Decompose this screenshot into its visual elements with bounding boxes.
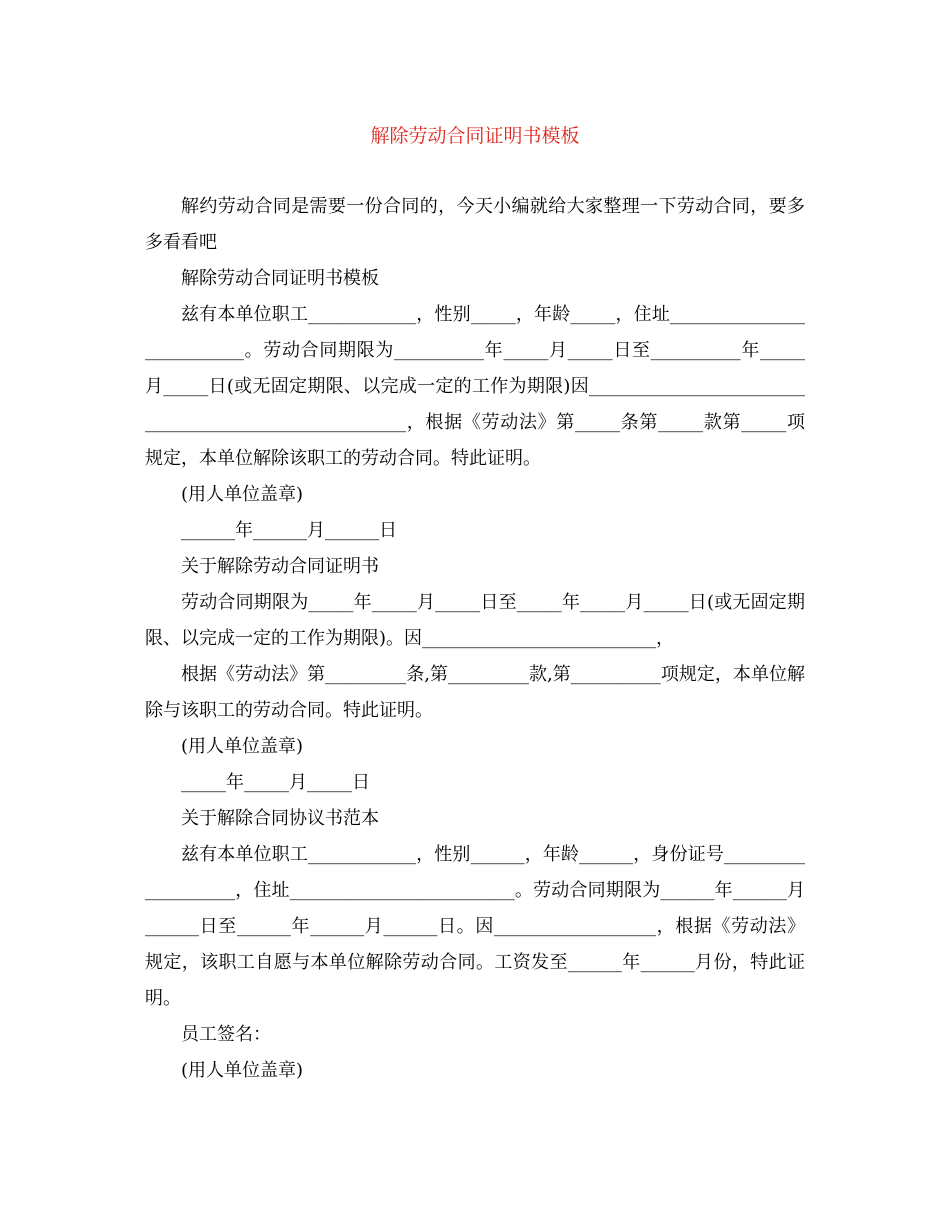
document-title: 解除劳动合同证明书模板	[370, 125, 580, 147]
section-heading-certificate: 关于解除劳动合同证明书	[181, 556, 379, 577]
certificate-law-paragraph: 根据《劳动法》第_________条,第_________款,第__________项规定，本单位解除与该职工的劳动合同。特此证明。	[145, 664, 805, 721]
section-heading-template: 解除劳动合同证明书模板	[181, 268, 379, 289]
date-line: _____年_____月_____日	[181, 772, 370, 793]
section-heading-agreement: 关于解除合同协议书范本	[181, 808, 379, 829]
date-line: ______年______月______日	[181, 520, 397, 541]
document-body	[145, 189, 805, 1089]
agreement-body-paragraph: 兹有本单位职工____________，性别______，年龄______，身份证号___________________，住址_________________________。劳动合同期限为______年______月______日至______年______月______日。因__________________，根据《劳动法》规定，该职工自愿与本单位解除劳动合同。工资发至______年______月份，特此证明。	[145, 844, 805, 1009]
employee-signature-line: 员工签名：	[181, 1024, 271, 1045]
employer-seal-line: (用人单位盖章)	[181, 1060, 304, 1081]
template-body-paragraph: 兹有本单位职工____________，性别_____，年龄_____，住址__________________________。劳动合同期限为__________年_____月_____日至__________年_____月_____日(或无固定期限、以完成一定的工作为期限)因_____________________________________________________，根据《劳动法》第_____条第_____款第_____项规定，本单位解除该职工的劳动合同。特此证明。	[145, 304, 805, 469]
certificate-term-paragraph: 劳动合同期限为_____年_____月_____日至_____年_____月_____日(或无固定期限、以完成一定的工作为期限)。因__________________________，	[145, 592, 805, 649]
employer-seal-line: (用人单位盖章)	[181, 736, 304, 757]
intro-paragraph: 解约劳动合同是需要一份合同的，今天小编就给大家整理一下劳动合同，要多多看看吧	[145, 196, 805, 253]
employer-seal-line: (用人单位盖章)	[181, 484, 304, 505]
